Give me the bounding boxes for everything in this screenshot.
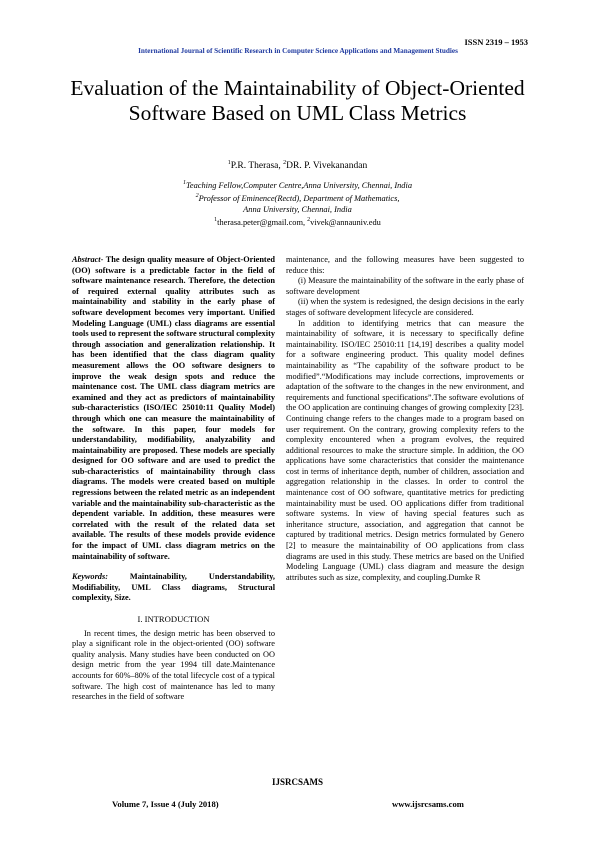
right-column [286, 255, 524, 583]
right-paragraph-2: (ii) when the system is redesigned, the design decisions in the early stages of software development lifecycle are considered. [286, 297, 524, 317]
email2-sup: 2 [307, 216, 311, 223]
affil2-sup: 2 [195, 192, 199, 199]
left-column [72, 255, 275, 703]
author1: P.R. Therasa, [230, 161, 284, 172]
paper-title: Evaluation of the Maintainability of Object-Oriented Software Based on UML Class Metrics [70, 76, 525, 125]
affil3: Anna University, Chennai, India [243, 204, 352, 214]
email2: vivek@annauniv.edu [310, 217, 381, 227]
authors [70, 160, 525, 171]
keywords-text: Maintainability, Understandability, Modifiability, UML Class diagrams, Structural complexity, Size. [72, 572, 275, 603]
email1: therasa.peter@gmail.com, [217, 217, 308, 227]
keywords-label: Keywords: [72, 572, 108, 582]
author1-sup: 1 [227, 160, 231, 166]
right-paragraph-3: In addition to identifying metrics that can measure the maintainability of software, it is necessary to specifically define maintainability. ISO/IEC 25010:11 [14,19] describes a quality model for a software engineering product. This quality model defines maintainability as “The capability of the software product to be modified”.“Modifications may include corrections, improvements or adaptation of the software to the changes in the new environment, and requirements and functional specifications”.The software evolutions of the OO application are continuing changes of growing complexity [23]. Continuing change refers to the changes made to a program based on user requirement. On the contrary, growing complexity refers to the complexity encountered when a program evolves, the required additional resources to make the structure simple. In addition, the OO applications have some characteristics that consider the maintenance cost in terms of inheritance depth, number of children, association and aggregation relationship in the classes. In order to control the maintenance cost of OO software, quantitative metrics for predicting maintainability must be used. OO applications differ from traditional software systems. In view of having special features such as inheritance structure, association, and aggregation that cannot be captured by traditional metrics. Design metrics formulated by Genero [2] to measure the maintainability of OO applications from class diagrams are used in this study. These metrics are based on the Unified Modeling Language (UML) class diagram and measure the design attributes such as size, complexity, and coupling.Dumke R [286, 318, 524, 582]
issn-label: ISSN 2319 – 1953 [464, 37, 528, 47]
right-paragraph-1: (i) Measure the maintainability of the software in the early phase of software development [286, 276, 524, 296]
affiliations [70, 178, 525, 227]
abstract [72, 255, 275, 562]
affil1-sup: 1 [182, 180, 186, 186]
intro-paragraph-1: In recent times, the design metric has been observed to play a significant role in the object-oriented (OO) software quality analysis. Many studies have been conducted on OO design metric from the year 1994 till date.Maintenance accounts for 60%–80% of the total lifecycle cost of a typical software. The high cost of maintenance has led to many researches in the field of software [72, 628, 275, 702]
email1-sup: 1 [214, 216, 218, 223]
footer-journal-abbrev: IJSRCSAMS [271, 777, 323, 787]
affil1: Teaching Fellow,Computer Centre,Anna University, Chennai, India [185, 180, 413, 190]
journal-name: International Journal of Scientific Research in Computer Science Applications and Management Studies [138, 47, 458, 55]
section-heading-introduction: I. INTRODUCTION [137, 614, 210, 624]
author2-sup: 2 [283, 160, 287, 166]
keywords [72, 572, 275, 604]
abstract-text: The design quality measure of Object-Oriented (OO) software is a predictable factor in the field of software maintenance research. Therefore, the detection of required external quality attributes such as maintainability and stability in the early phase of software development becomes very important. Unified Modeling Language (UML) class diagrams are essential tools used to represent the software structural complexity through association and generalization relationship. It has been identified that the class diagram quality measurement allows the OO software designers to improve the weak design spots and reduce the maintenance cost. The UML class diagram metrics are examined and they act as predictors of maintainability sub-characteristics (ISO/IEC 25010:11 Quality Model) through which one can measure the maintainability of the software. In this paper, four models for understandability, modifiability, analyzability and maintainability are proposed. These models are specially designed for OO software and are used to predict the sub-characteristics of maintainability through class diagrams. The models were created based on multiple regressions between the related metric as an independent variable and the maintainability sub-characteristic as the dependent variable. In addition, these measures were correlated with the result of the related data set available. The results of these models provide evidence for the impact of UML class diagram metrics on the maintainability of software. [72, 255, 276, 561]
footer-volume: Volume 7, Issue 4 (July 2018) [112, 799, 219, 809]
author2: DR. P. Vivekanandan [286, 161, 368, 172]
footer-website: www.ijsrcsams.com [392, 799, 464, 809]
abstract-label: Abstract- [72, 255, 104, 264]
affil2: Professor of Eminence(Rectd), Department of Mathematics, [198, 193, 400, 203]
right-paragraph-0: maintenance, and the following measures have been suggested to reduce this: [286, 255, 524, 275]
